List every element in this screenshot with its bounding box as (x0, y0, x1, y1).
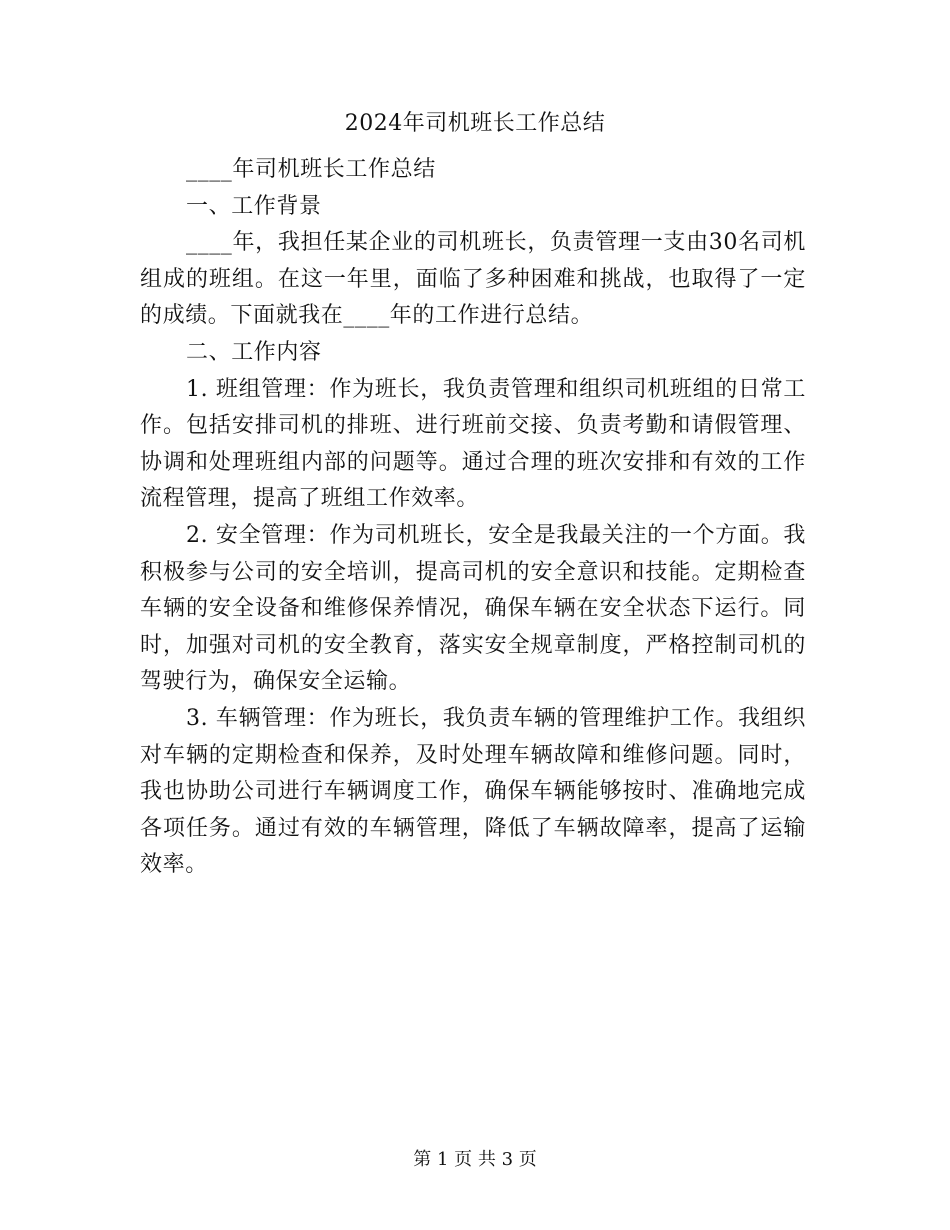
section-heading-background: 一、工作背景 (186, 193, 322, 219)
vehicle-management-paragraph: 3. 车辆管理：作为班长，我负责车辆的管理维护工作。我组织对车辆的定期检查和保养，及时处理车辆故障和维修问题。同时，我也协助公司进行车辆调度工作，确保车辆能够按时、准确地完成各项任务。通过有效的车辆管理，降低了车辆故障率，提高了运输效率。 (140, 705, 806, 878)
document-title: 2024年司机班长工作总结 (344, 111, 606, 136)
page-footer: 第 1 页 共 3 页 (413, 1149, 537, 1170)
document-body (140, 152, 806, 884)
team-management-paragraph: 1. 班组管理：作为班长，我负责管理和组织司机班组的日常工作。包括安排司机的排班、进行班前交接、负责考勤和请假管理、协调和处理班组内部的问题等。通过合理的班次安排和有效的工作流程管理，提高了班组工作效率。 (140, 376, 806, 512)
background-paragraph: ____年，我担任某企业的司机班长，负责管理一支由30名司机组成的班组。在这一年里，面临了多种困难和挑战，也取得了一定的成绩。下面就我在____年的工作进行总结。 (140, 230, 806, 329)
section-heading-content: 二、工作内容 (186, 339, 322, 365)
subtitle-paragraph: ____年司机班长工作总结 (186, 157, 436, 182)
safety-management-paragraph: 2. 安全管理：作为司机班长，安全是我最关注的一个方面。我积极参与公司的安全培训，提高司机的安全意识和技能。定期检查车辆的安全设备和维修保养情况，确保车辆在安全状态下运行。同时，加强对司机的安全教育，落实安全规章制度，严格控制司机的驾驶行为，确保安全运输。 (140, 522, 806, 695)
